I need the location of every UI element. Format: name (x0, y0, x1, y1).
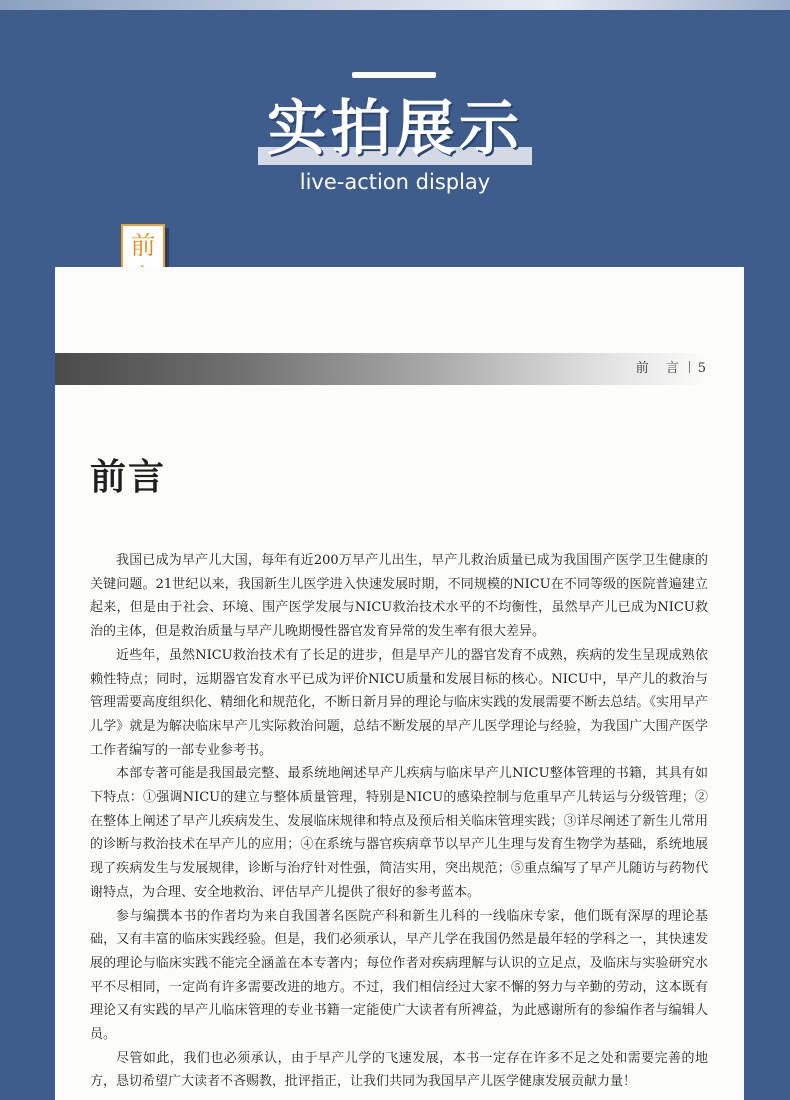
header-title: 实拍展示 (267, 94, 523, 164)
paragraph: 尽管如此，我们也必须承认，由于早产儿学的飞速发展，本书一定存在许多不足之处和需要完善的地方，恳切希望广大读者不吝赐教，批评指正，让我们共同为我国早产儿医学健康发展贡献力量！ (90, 1050, 708, 1090)
running-head-divider (689, 361, 690, 373)
book-page-photo (55, 267, 744, 1100)
page-title: 前言 (90, 456, 167, 498)
section-label-char-1: 前 (130, 231, 156, 260)
page-body (90, 549, 708, 1094)
paragraph: 近些年，虽然NICU救治技术有了长足的进步，但是早产儿的器官发育不成熟，疾病的发生呈现成熟依赖性特点；同时，远期器官发育水平已成为评价NICU质量和发展目标的核心。NICU中，早产儿的救治与管理需要高度组织化、精细化和规范化，不断日新月异的理论与临床实践的发展需要不断去总结。《实用早产儿学》就是为解决临床早产儿实际救治问题，总结不断发展的早产儿医学理论与经验，为我国广大围产医学工作者编写的一部专业参考书。 (90, 647, 708, 758)
paragraph: 我国已成为早产儿大国，每年有近200万早产儿出生，早产儿救治质量已成为我国围产医学卫生健康的关键问题。21世纪以来，我国新生儿医学进入快速发展时期，不同规模的NICU在不同等级的医院普遍建立起来，但是由于社会、环境、围产医学发展与NICU救治技术水平的不均衡性，虽然早产儿已成为NICU救治的主体，但是救治质量与早产儿晚期慢性器官发育异常的发生率有很大差异。 (90, 553, 708, 640)
running-head-title: 前 言 (635, 361, 681, 376)
running-head (636, 357, 708, 376)
header-accent-line (352, 72, 436, 78)
header-subtitle: live-action display (299, 170, 491, 194)
paragraph: 参与编撰本书的作者均为来自我国著名医院产科和新生儿科的一线临床专家，他们既有深厚的理论基础，又有丰富的临床实践经验。但是，我们必须承认，早产儿学在我国仍然是最年轻的学科之一，其快速发展的理论与临床实践不能完全涵盖在本专著内；每位作者对疾病理解与认识的立足点，及临床与实验研究水平不尽相同，一定尚有许多需要改进的地方。不过，我们相信经过大家不懈的努力与辛勤的劳动，这本既有理论又有实践的早产儿临床管理的专业书籍一定能使广大读者有所裨益，为此感谢所有的参编作者与编辑人员。 (90, 908, 708, 1043)
page-number: 5 (697, 361, 708, 376)
top-decorative-strip (0, 0, 790, 10)
paragraph: 本部专著可能是我国最完整、最系统地阐述早产儿疾病与临床早产儿NICU整体管理的书籍，其具有如下特点：①强调NICU的建立与整体质量管理，特别是NICU的感染控制与危重早产儿转运与分级管理；②在整体上阐述了早产儿疾病发生、发展临床规律和特点及预后相关临床管理实践；③详尽阐述了新生儿常用的诊断与救治技术在早产儿的应用；④在系统与器官疾病章节以早产儿生理与发育生物学为基础，系统地展现了疾病发生与发展规律，诊断与治疗针对性强，简洁实用，突出规范；⑤重点编写了早产儿随访与药物代谢特点，为合理、安全地救治、评估早产儿提供了很好的参考蓝本。 (90, 766, 708, 900)
